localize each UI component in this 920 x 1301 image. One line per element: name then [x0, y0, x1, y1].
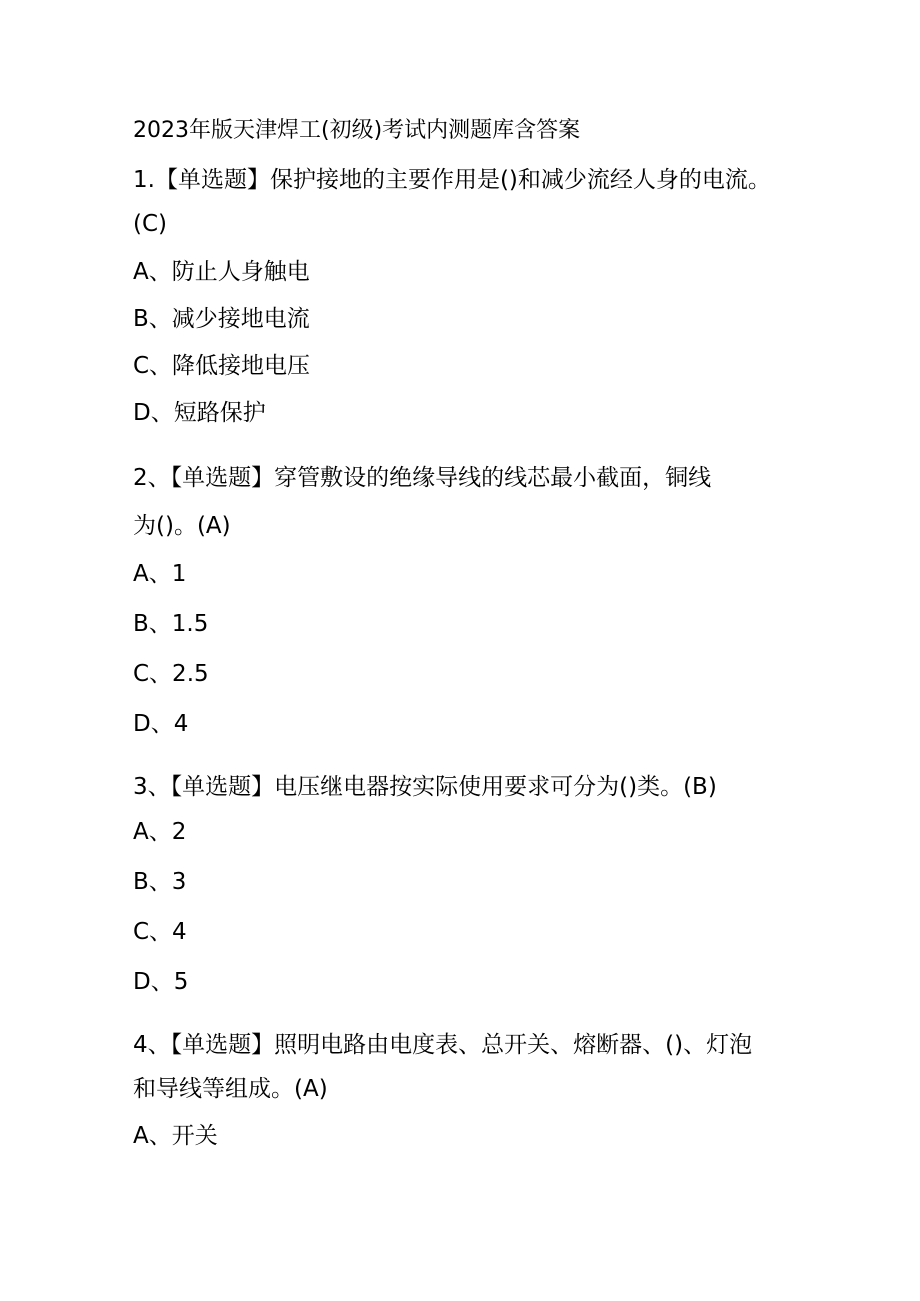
question-1-text: 1.【单选题】保护接地的主要作用是()和减少流经人身的电流。 — [133, 167, 771, 193]
question-3-option-b: B、3 — [133, 869, 187, 895]
question-2-text: 2、【单选题】穿管敷设的绝缘导线的线芯最小截面，铜线 — [133, 465, 712, 491]
question-4-option-a: A、开关 — [133, 1123, 218, 1149]
question-2-option-a: A、1 — [133, 561, 187, 587]
question-4-text: 4、【单选题】照明电路由电度表、总开关、熔断器、()、灯泡 — [133, 1032, 753, 1058]
question-2-option-d: D、4 — [133, 711, 189, 737]
question-3-option-c: C、4 — [133, 919, 187, 945]
question-2-text-continued: 为()。(A) — [133, 513, 231, 539]
question-4-text-continued: 和导线等组成。(A) — [133, 1076, 328, 1102]
question-1-option-a: A、防止人身触电 — [133, 259, 310, 285]
question-2-option-b: B、1.5 — [133, 611, 209, 637]
question-3-option-d: D、5 — [133, 969, 189, 995]
question-1-option-d: D、短路保护 — [133, 400, 266, 426]
question-1-option-c: C、降低接地电压 — [133, 353, 311, 379]
question-2-option-c: C、2.5 — [133, 661, 209, 687]
question-3-option-a: A、2 — [133, 819, 187, 845]
question-1-option-b: B、减少接地电流 — [133, 306, 310, 332]
question-1-answer: (C) — [133, 211, 168, 237]
document-title: 2023年版天津焊工(初级)考试内测题库含答案 — [133, 118, 581, 143]
question-3-text: 3、【单选题】电压继电器按实际使用要求可分为()类。(B) — [133, 774, 717, 800]
